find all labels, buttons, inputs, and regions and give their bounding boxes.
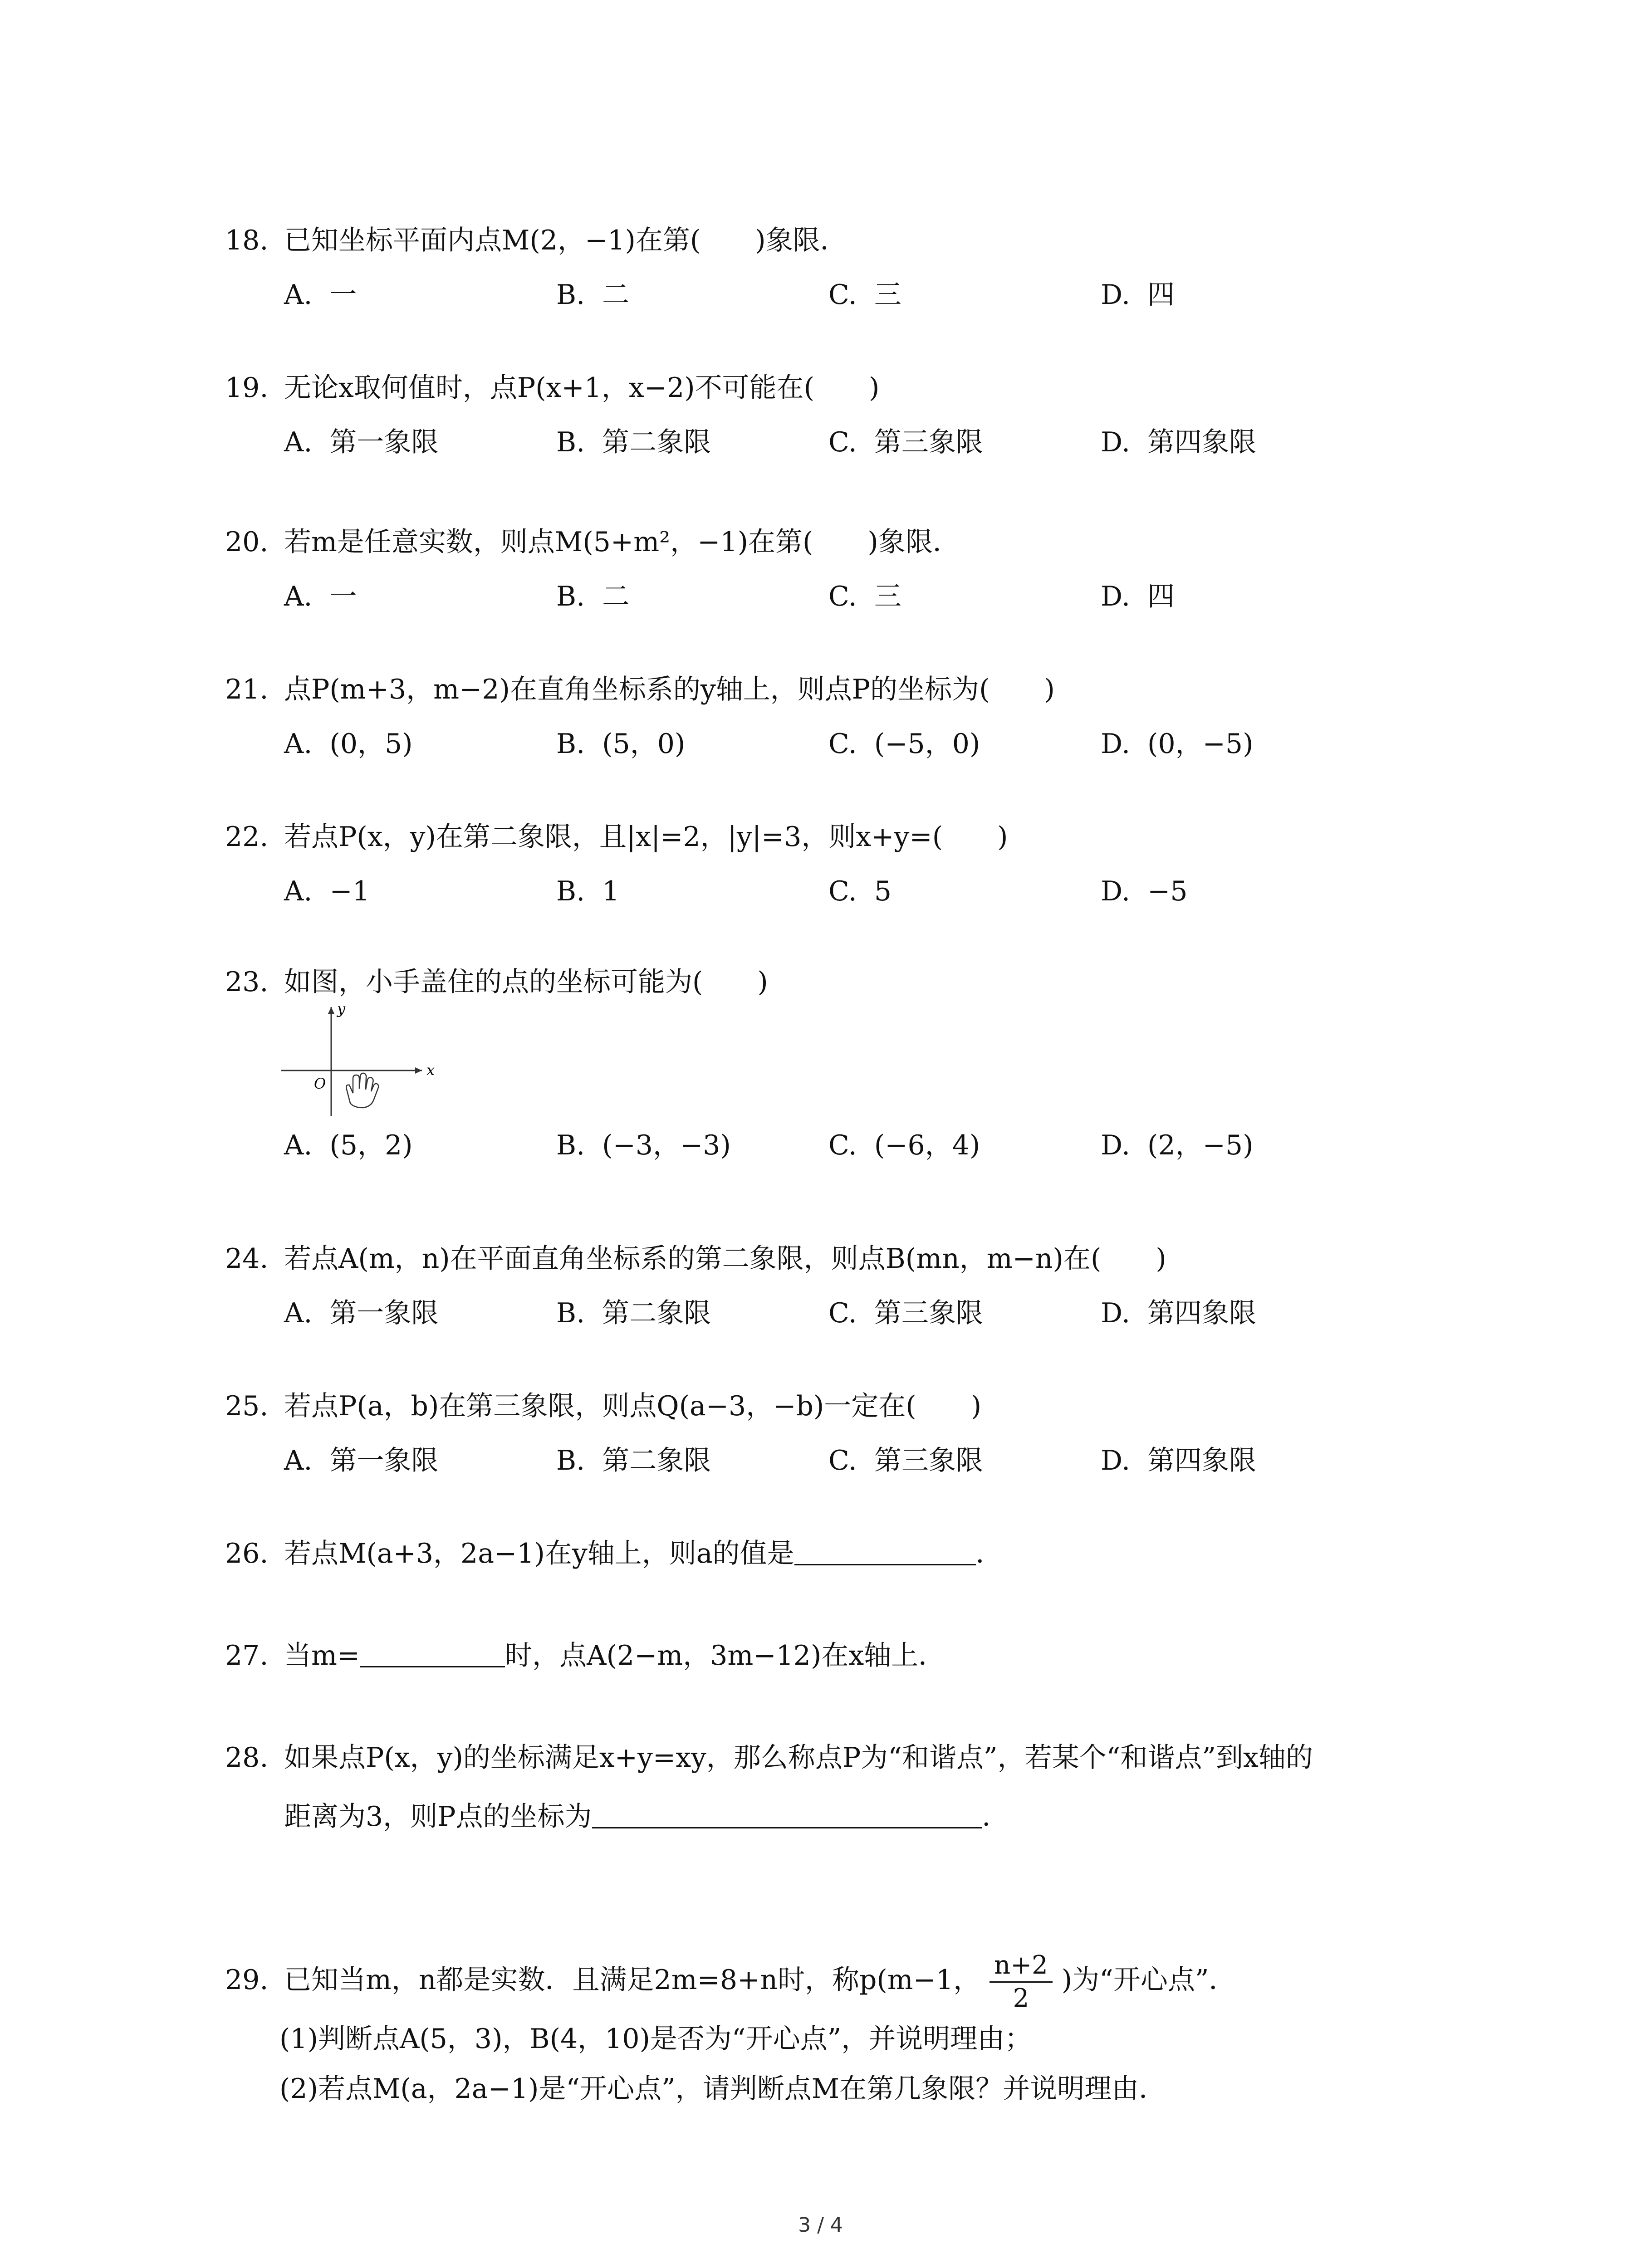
question-stem: 29. 已知当m，n都是实数．且满足2m=8+n时，称p(m−1， $\frac{n+2}{2}$ )为“开心点”． bbox=[225, 1946, 1473, 2014]
question-stem: 28. 如果点P(x，y)的坐标满足x+y=xy，那么称点P为“和谐点”，若某个“和谐点”到x轴的 bbox=[225, 1728, 1473, 1787]
option-c[interactable]: C. (−5，0) bbox=[828, 728, 980, 760]
question-stem: 19. 无论x取何值时，点P(x+1，x−2)不可能在( ) bbox=[225, 358, 1473, 417]
question-number: 25. bbox=[225, 1390, 269, 1422]
option-a[interactable]: A. 第一象限 bbox=[284, 426, 439, 458]
option-d[interactable]: D. −5 bbox=[1101, 875, 1188, 907]
question-number: 23. bbox=[225, 966, 269, 998]
stem-text: 已知坐标平面内点 bbox=[284, 225, 502, 256]
question-number: 22. bbox=[225, 821, 269, 853]
x-axis-label: x bbox=[426, 1061, 435, 1079]
question-stem: 27. 当m= 时，点A(2−m，3m−12)在x轴上． bbox=[225, 1626, 1473, 1685]
question-stem: 25. 若点P(a，b)在第三象限，则点Q(a−3，−b)一定在( ) bbox=[225, 1377, 1473, 1436]
options-row bbox=[225, 1120, 1473, 1170]
sub-question-2: (2)若点M(a，2a−1)是“开心点”，请判断点M在第几象限？并说明理由． bbox=[279, 2073, 1166, 2105]
option-c[interactable]: C. 三 bbox=[828, 279, 901, 311]
option-a[interactable]: A. (0，5) bbox=[284, 728, 413, 760]
x-axis-arrow-icon bbox=[415, 1067, 422, 1074]
question-stem bbox=[225, 211, 1473, 270]
question-18 bbox=[225, 211, 1473, 320]
options-row bbox=[225, 1288, 1473, 1338]
question-26 bbox=[225, 1524, 1473, 1583]
question-stem: 24. 若点A(m，n)在平面直角坐标系的第二象限，则点B(mn，m−n)在( ) bbox=[225, 1229, 1473, 1288]
options-row bbox=[225, 270, 1473, 320]
sub-question-1: (1)判断点A(5，3)，B(4，10)是否为“开心点”，并说明理由； bbox=[279, 2023, 1032, 2055]
option-c[interactable]: C. 三 bbox=[828, 581, 901, 612]
option-b[interactable]: B. 第二象限 bbox=[556, 1445, 711, 1476]
option-b[interactable]: B. (−3，−3) bbox=[556, 1129, 731, 1161]
question-stem: 23. 如图，小手盖住的点的坐标可能为( ) bbox=[225, 953, 1473, 1012]
option-c[interactable]: C. (−6，4) bbox=[828, 1129, 980, 1161]
question-25 bbox=[225, 1377, 1473, 1486]
option-d[interactable]: D. (2，−5) bbox=[1101, 1129, 1254, 1161]
option-a[interactable]: A. 第一象限 bbox=[284, 1445, 439, 1476]
question-number: 27. bbox=[225, 1640, 269, 1672]
coordinate-figure bbox=[272, 998, 445, 1125]
option-b[interactable]: B. 第二象限 bbox=[556, 1297, 711, 1329]
question-number: 21. bbox=[225, 674, 269, 705]
question-22 bbox=[225, 807, 1473, 916]
y-axis-label: y bbox=[337, 1000, 346, 1017]
option-b[interactable]: B. 二 bbox=[556, 581, 630, 612]
question-19 bbox=[225, 358, 1473, 467]
question-number: 19. bbox=[225, 372, 269, 404]
option-b[interactable]: B. (5，0) bbox=[556, 728, 686, 760]
question-24 bbox=[225, 1229, 1473, 1338]
question-stem: 22. 若点P(x，y)在第二象限，且|x|=2，|y|=3，则x+y=( ) bbox=[225, 807, 1473, 866]
option-d[interactable]: D. 第四象限 bbox=[1101, 1297, 1257, 1329]
option-b[interactable]: B. 二 bbox=[556, 279, 630, 311]
hand-icon bbox=[346, 1073, 378, 1108]
option-c[interactable]: C. 5 bbox=[828, 875, 892, 907]
question-21 bbox=[225, 660, 1473, 769]
option-d[interactable]: D. (0，−5) bbox=[1101, 728, 1254, 760]
question-stem: 20. 若m是任意实数，则点M(5+m²，−1)在第( )象限． bbox=[225, 513, 1473, 572]
question-stem-line2: 距离为3，则P点的坐标为 ． bbox=[284, 1801, 1009, 1833]
option-c[interactable]: C. 第三象限 bbox=[828, 426, 983, 458]
answer-blank[interactable] bbox=[794, 1539, 976, 1565]
option-a[interactable]: A. −1 bbox=[284, 875, 370, 907]
question-27 bbox=[225, 1626, 1473, 1685]
options-row bbox=[225, 572, 1473, 621]
answer-blank[interactable] bbox=[592, 1802, 982, 1828]
option-c[interactable]: C. 第三象限 bbox=[828, 1445, 983, 1476]
option-a[interactable]: A. (5，2) bbox=[284, 1129, 413, 1161]
origin-label: O bbox=[314, 1075, 326, 1092]
option-a[interactable]: A. 第一象限 bbox=[284, 1297, 439, 1329]
page-number: 3 / 4 bbox=[798, 2214, 843, 2237]
option-a[interactable]: A. 一 bbox=[284, 279, 357, 311]
option-a[interactable]: A. 一 bbox=[284, 581, 357, 612]
question-stem: 26. 若点M(a+3，2a−1)在y轴上，则a的值是 ． bbox=[225, 1524, 1473, 1583]
option-d[interactable]: D. 四 bbox=[1101, 581, 1175, 612]
question-number: 28. bbox=[225, 1742, 269, 1774]
question-number: 20. bbox=[225, 526, 269, 558]
stem-math: M(2，−1) bbox=[502, 225, 636, 256]
options-row bbox=[225, 719, 1473, 769]
option-b[interactable]: B. 1 bbox=[556, 875, 620, 907]
question-28 bbox=[225, 1728, 1473, 1846]
question-number: 26. bbox=[225, 1538, 269, 1569]
question-number: 18. bbox=[225, 225, 269, 256]
options-row bbox=[225, 417, 1473, 467]
stem-text: 在第( )象限． bbox=[635, 225, 847, 256]
options-row bbox=[225, 866, 1473, 916]
question-stem: 21. 点P(m+3，m−2)在直角坐标系的y轴上，则点P的坐标为( ) bbox=[225, 660, 1473, 719]
options-row bbox=[225, 1436, 1473, 1486]
option-d[interactable]: D. 四 bbox=[1101, 279, 1175, 311]
option-b[interactable]: B. 第二象限 bbox=[556, 426, 711, 458]
y-axis-arrow-icon bbox=[328, 1007, 334, 1014]
question-20 bbox=[225, 513, 1473, 621]
option-d[interactable]: D. 第四象限 bbox=[1101, 426, 1257, 458]
question-23-options bbox=[225, 1120, 1473, 1170]
answer-blank[interactable] bbox=[360, 1641, 505, 1667]
option-c[interactable]: C. 第三象限 bbox=[828, 1297, 983, 1329]
question-number: 29. bbox=[225, 1964, 269, 1996]
question-number: 24. bbox=[225, 1243, 269, 1275]
option-d[interactable]: D. 第四象限 bbox=[1101, 1445, 1257, 1476]
question-29 bbox=[225, 1946, 1473, 2114]
fraction: $\frac{n+2}{2}$ bbox=[989, 1950, 1053, 2014]
